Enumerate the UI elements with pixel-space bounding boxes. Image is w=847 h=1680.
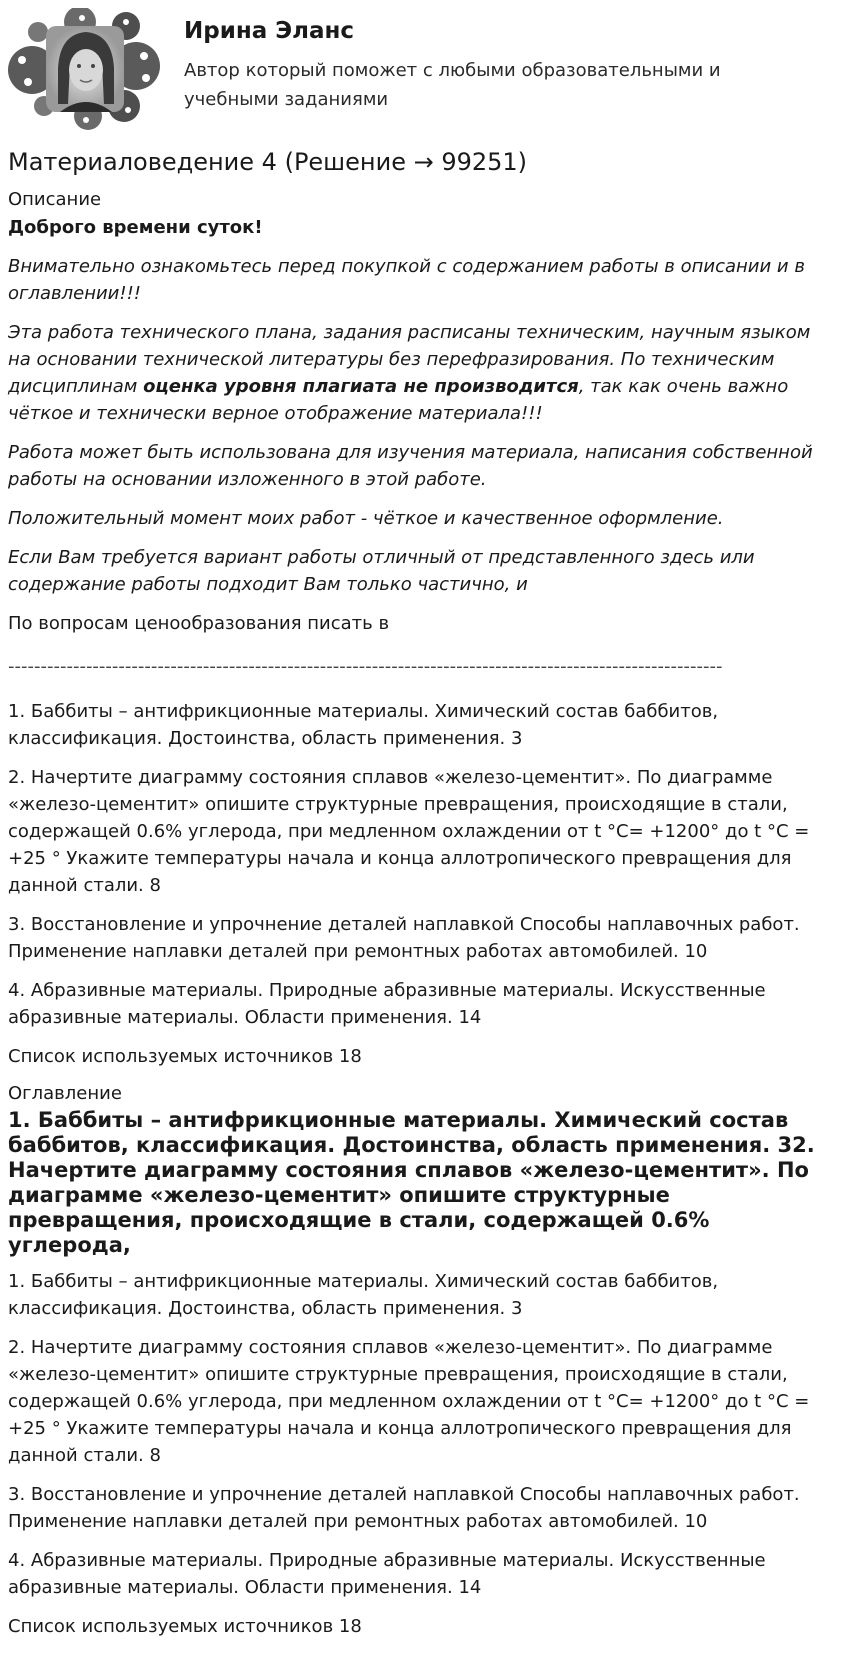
toc-item: 2. Начертите диаграмму состояния сплавов «железо-цементит». По диаграмме «железо-цементит» опишите структурные превращения, происходящие в стали, содержащей 0.6% углерода, при медленном охлаждении от t °C= +1200° до t °C = +25 ° Укажите температуры начала и конца аллотропического превращения для данной стали. 8 — [8, 1337, 810, 1466]
paragraph-variant: Если Вам требуется вариант работы отличный от представленного здесь или содержание работы подходит Вам только частично, и — [8, 547, 755, 595]
list-item: 3. Восстановление и упрочнение деталей наплавкой Способы наплавочных работ. Применение наплавки деталей при ремонтных работах автомобилей. 10 — [8, 914, 800, 962]
paragraph-quality: Положительный момент моих работ - чёткое и качественное оформление. — [8, 508, 724, 529]
greeting: Доброго времени суток! — [8, 217, 263, 238]
paragraph-usage: Работа может быть использована для изучения материала, написания собственной работы на основании изложенного в этой работе. — [8, 442, 813, 490]
toc-item: 4. Абразивные материалы. Природные абразивные материалы. Искусственные абразивные материалы. Области применения. 14 — [8, 1550, 766, 1598]
author-name[interactable]: Ирина Эланс — [184, 18, 355, 44]
description-content — [8, 188, 838, 1652]
list-item: 1. Баббиты – антифрикционные материалы. Химический состав баббитов, классификация. Достоинства, область применения. 3 — [8, 701, 719, 749]
list-item: 2. Начертите диаграмму состояния сплавов «железо-цементит». По диаграмме «железо-цементит» опишите структурные превращения, происходящие в стали, содержащей 0.6% углерода, при медленном охлаждении от t °C= +1200° до t °C = +25 ° Укажите температуры начала и конца аллотропического превращения для данной стали. 8 — [8, 767, 810, 896]
description-label: Описание — [8, 189, 102, 210]
list-item: 4. Абразивные материалы. Природные абразивные материалы. Искусственные абразивные материалы. Области применения. 14 — [8, 980, 766, 1028]
toc-item: 1. Баббиты – антифрикционные материалы. Химический состав баббитов, классификация. Достоинства, область применения. 3 — [8, 1271, 719, 1319]
paragraph-warning: Внимательно ознакомьтесь перед покупкой с содержанием работы в описании и в оглавлении!!! — [8, 256, 805, 304]
toc-heading: 1. Баббиты – антифрикционные материалы. Химический состав баббитов, классификация. Достоинства, область применения. 32. Начертите диаграмму состояния сплавов «железо-цементит». По диаграмме «железо-цементит» опишите структурные превращения, происходящие в стали, содержащей 0.6% углерода, — [8, 1108, 815, 1257]
toc-label: Оглавление — [8, 1083, 122, 1104]
paragraph-technical-end: , так как очень важно чёткое и технически верное отображение материала!!! — [8, 376, 789, 424]
list-item: Список используемых источников 18 — [8, 1046, 362, 1067]
avatar-image — [8, 8, 160, 130]
toc-item: Список используемых источников 18 — [8, 1616, 362, 1637]
dash-separator: -------------------------------------------------------------------------------------------------------------- — [8, 656, 723, 677]
author-description: Автор который поможет с любыми образовательными и учебными заданиями — [184, 60, 721, 110]
avatar[interactable] — [8, 8, 160, 130]
paragraph-technical-bold: оценка уровня плагиата не производится — [143, 376, 579, 397]
paragraph-technical-start: Эта работа технического плана, задания расписаны техническим, научным языком на основании технической литературы без перефразирования. По техническим дисциплинам — [8, 322, 811, 397]
paragraph-technical — [8, 319, 838, 427]
author-card — [8, 8, 838, 130]
page-title: Материаловедение 4 (Решение → 99251) — [8, 148, 528, 176]
toc-item: 3. Восстановление и упрочнение деталей наплавкой Способы наплавочных работ. Применение наплавки деталей при ремонтных работах автомобилей. 10 — [8, 1484, 800, 1532]
paragraph-pricing: По вопросам ценообразования писать в — [8, 613, 390, 634]
